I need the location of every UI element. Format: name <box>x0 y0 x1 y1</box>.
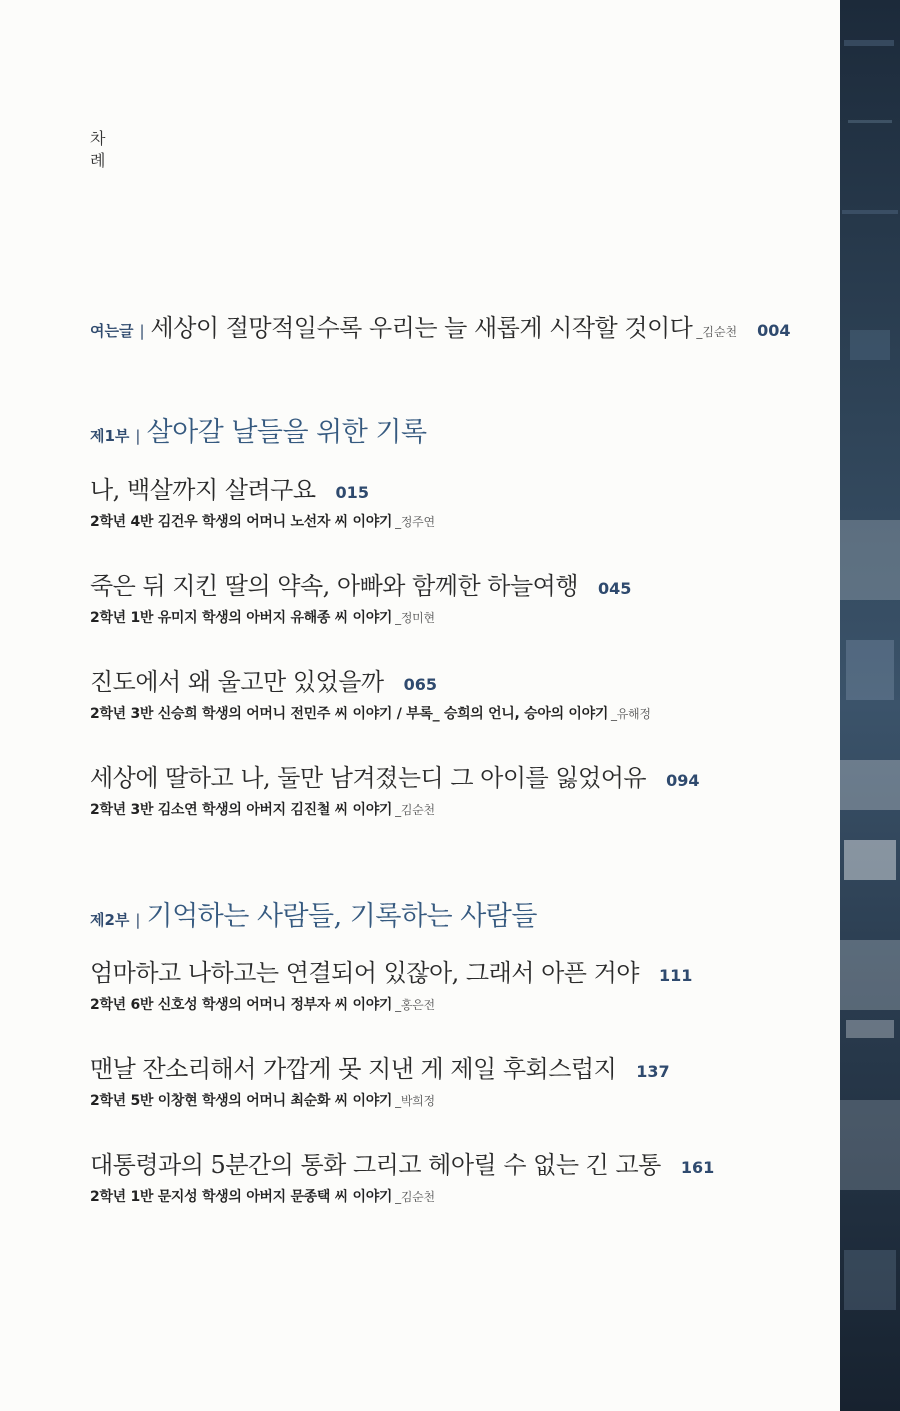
chapter-title: 죽은 뒤 지킨 딸의 약속, 아빠와 함께한 하늘여행 <box>90 572 579 600</box>
chapter-page-number: 094 <box>666 771 700 790</box>
chapter-subtitle <box>90 511 435 531</box>
part-2-heading: 제2부 | 기억하는 사람들, 기록하는 사람들 <box>90 901 537 932</box>
chapter-title: 대통령과의 5분간의 통화 그리고 헤아릴 수 없는 긴 고통 <box>90 1151 661 1179</box>
chapter-author: _홍은전 <box>395 998 435 1012</box>
chapter-author: _유해정 <box>611 707 651 721</box>
chapter-page-number: 111 <box>658 966 693 985</box>
chapter-entry[interactable] <box>90 662 437 697</box>
chapter-page-number: 045 <box>598 579 632 598</box>
chapter-page-number: 015 <box>335 483 369 502</box>
chapter-title: 세상에 딸하고 나, 둘만 남겨졌는디 그 아이를 잃었어유 <box>90 764 647 792</box>
chapter-subtitle-text: 2학년 6반 신호성 학생의 어머니 정부자 씨 이야기 <box>90 997 393 1013</box>
chapter-title: 맨날 잔소리해서 가깝게 못 지낸 게 제일 후회스럽지 <box>90 1055 617 1083</box>
part-title: 기억하는 사람들, 기록하는 사람들 <box>146 901 537 932</box>
chapter-subtitle <box>90 994 435 1014</box>
toc-title <box>90 128 110 172</box>
chapter-subtitle-text: 2학년 3반 신승희 학생의 어머니 전민주 씨 이야기 / 부록_ 승희의 언니, 승아의 이야기 <box>90 706 609 722</box>
chapter-subtitle <box>90 1186 435 1206</box>
chapter-subtitle-text: 2학년 3반 김소연 학생의 아버지 김진철 씨 이야기 <box>90 802 393 818</box>
chapter-title: 진도에서 왜 울고만 있었을까 <box>90 668 384 696</box>
chapter-author: _박희정 <box>395 1094 435 1108</box>
chapter-title: 나, 백살까지 살려구요 <box>90 476 316 504</box>
part-1-heading: 제1부 | 살아갈 날들을 위한 기록 <box>90 417 427 448</box>
part-label: 제1부 <box>90 427 130 445</box>
chapter-entry[interactable] <box>90 470 369 505</box>
cover-edge-illustration <box>840 0 900 1411</box>
chapter-subtitle <box>90 607 435 627</box>
cover-edge-texture <box>840 0 900 1411</box>
chapter-entry[interactable] <box>90 1049 670 1084</box>
toc-title-char: 례 <box>90 151 106 170</box>
intro-page-number: 004 <box>757 321 791 340</box>
chapter-page-number: 065 <box>403 675 438 694</box>
intro-label: 여는글 <box>90 322 134 340</box>
chapter-subtitle <box>90 1090 435 1110</box>
chapter-author: _김순천 <box>395 1190 435 1204</box>
intro-author: _김순천 <box>696 325 738 339</box>
chapter-subtitle-text: 2학년 5반 이창현 학생의 어머니 최순화 씨 이야기 <box>90 1093 393 1109</box>
chapter-subtitle-text: 2학년 1반 유미지 학생의 아버지 유해종 씨 이야기 <box>90 610 393 626</box>
chapter-page-number: 137 <box>636 1062 670 1081</box>
chapter-subtitle-text: 2학년 4반 김건우 학생의 어머니 노선자 씨 이야기 <box>90 514 393 530</box>
chapter-entry[interactable] <box>90 566 631 601</box>
part-title: 살아갈 날들을 위한 기록 <box>146 417 427 448</box>
chapter-subtitle <box>90 703 651 723</box>
chapter-page-number: 161 <box>680 1158 715 1177</box>
toc-title-char: 차 <box>90 129 106 148</box>
chapter-entry[interactable] <box>90 953 692 988</box>
part-label: 제2부 <box>90 911 130 929</box>
chapter-entry[interactable] <box>90 1145 714 1180</box>
chapter-title: 엄마하고 나하고는 연결되어 있잖아, 그래서 아픈 거야 <box>90 959 639 987</box>
chapter-subtitle-text: 2학년 1반 문지성 학생의 아버지 문종택 씨 이야기 <box>90 1189 393 1205</box>
intro-entry[interactable]: 여는글 | 세상이 절망적일수록 우리는 늘 새롭게 시작할 것이다 _김순천 004 <box>90 314 791 342</box>
chapter-author: _정주연 <box>395 515 435 529</box>
chapter-subtitle <box>90 799 435 819</box>
chapter-entry[interactable] <box>90 758 699 793</box>
chapter-author: _정미현 <box>395 611 435 625</box>
chapter-author: _김순천 <box>395 803 435 817</box>
intro-title: 세상이 절망적일수록 우리는 늘 새롭게 시작할 것이다 <box>150 314 693 342</box>
